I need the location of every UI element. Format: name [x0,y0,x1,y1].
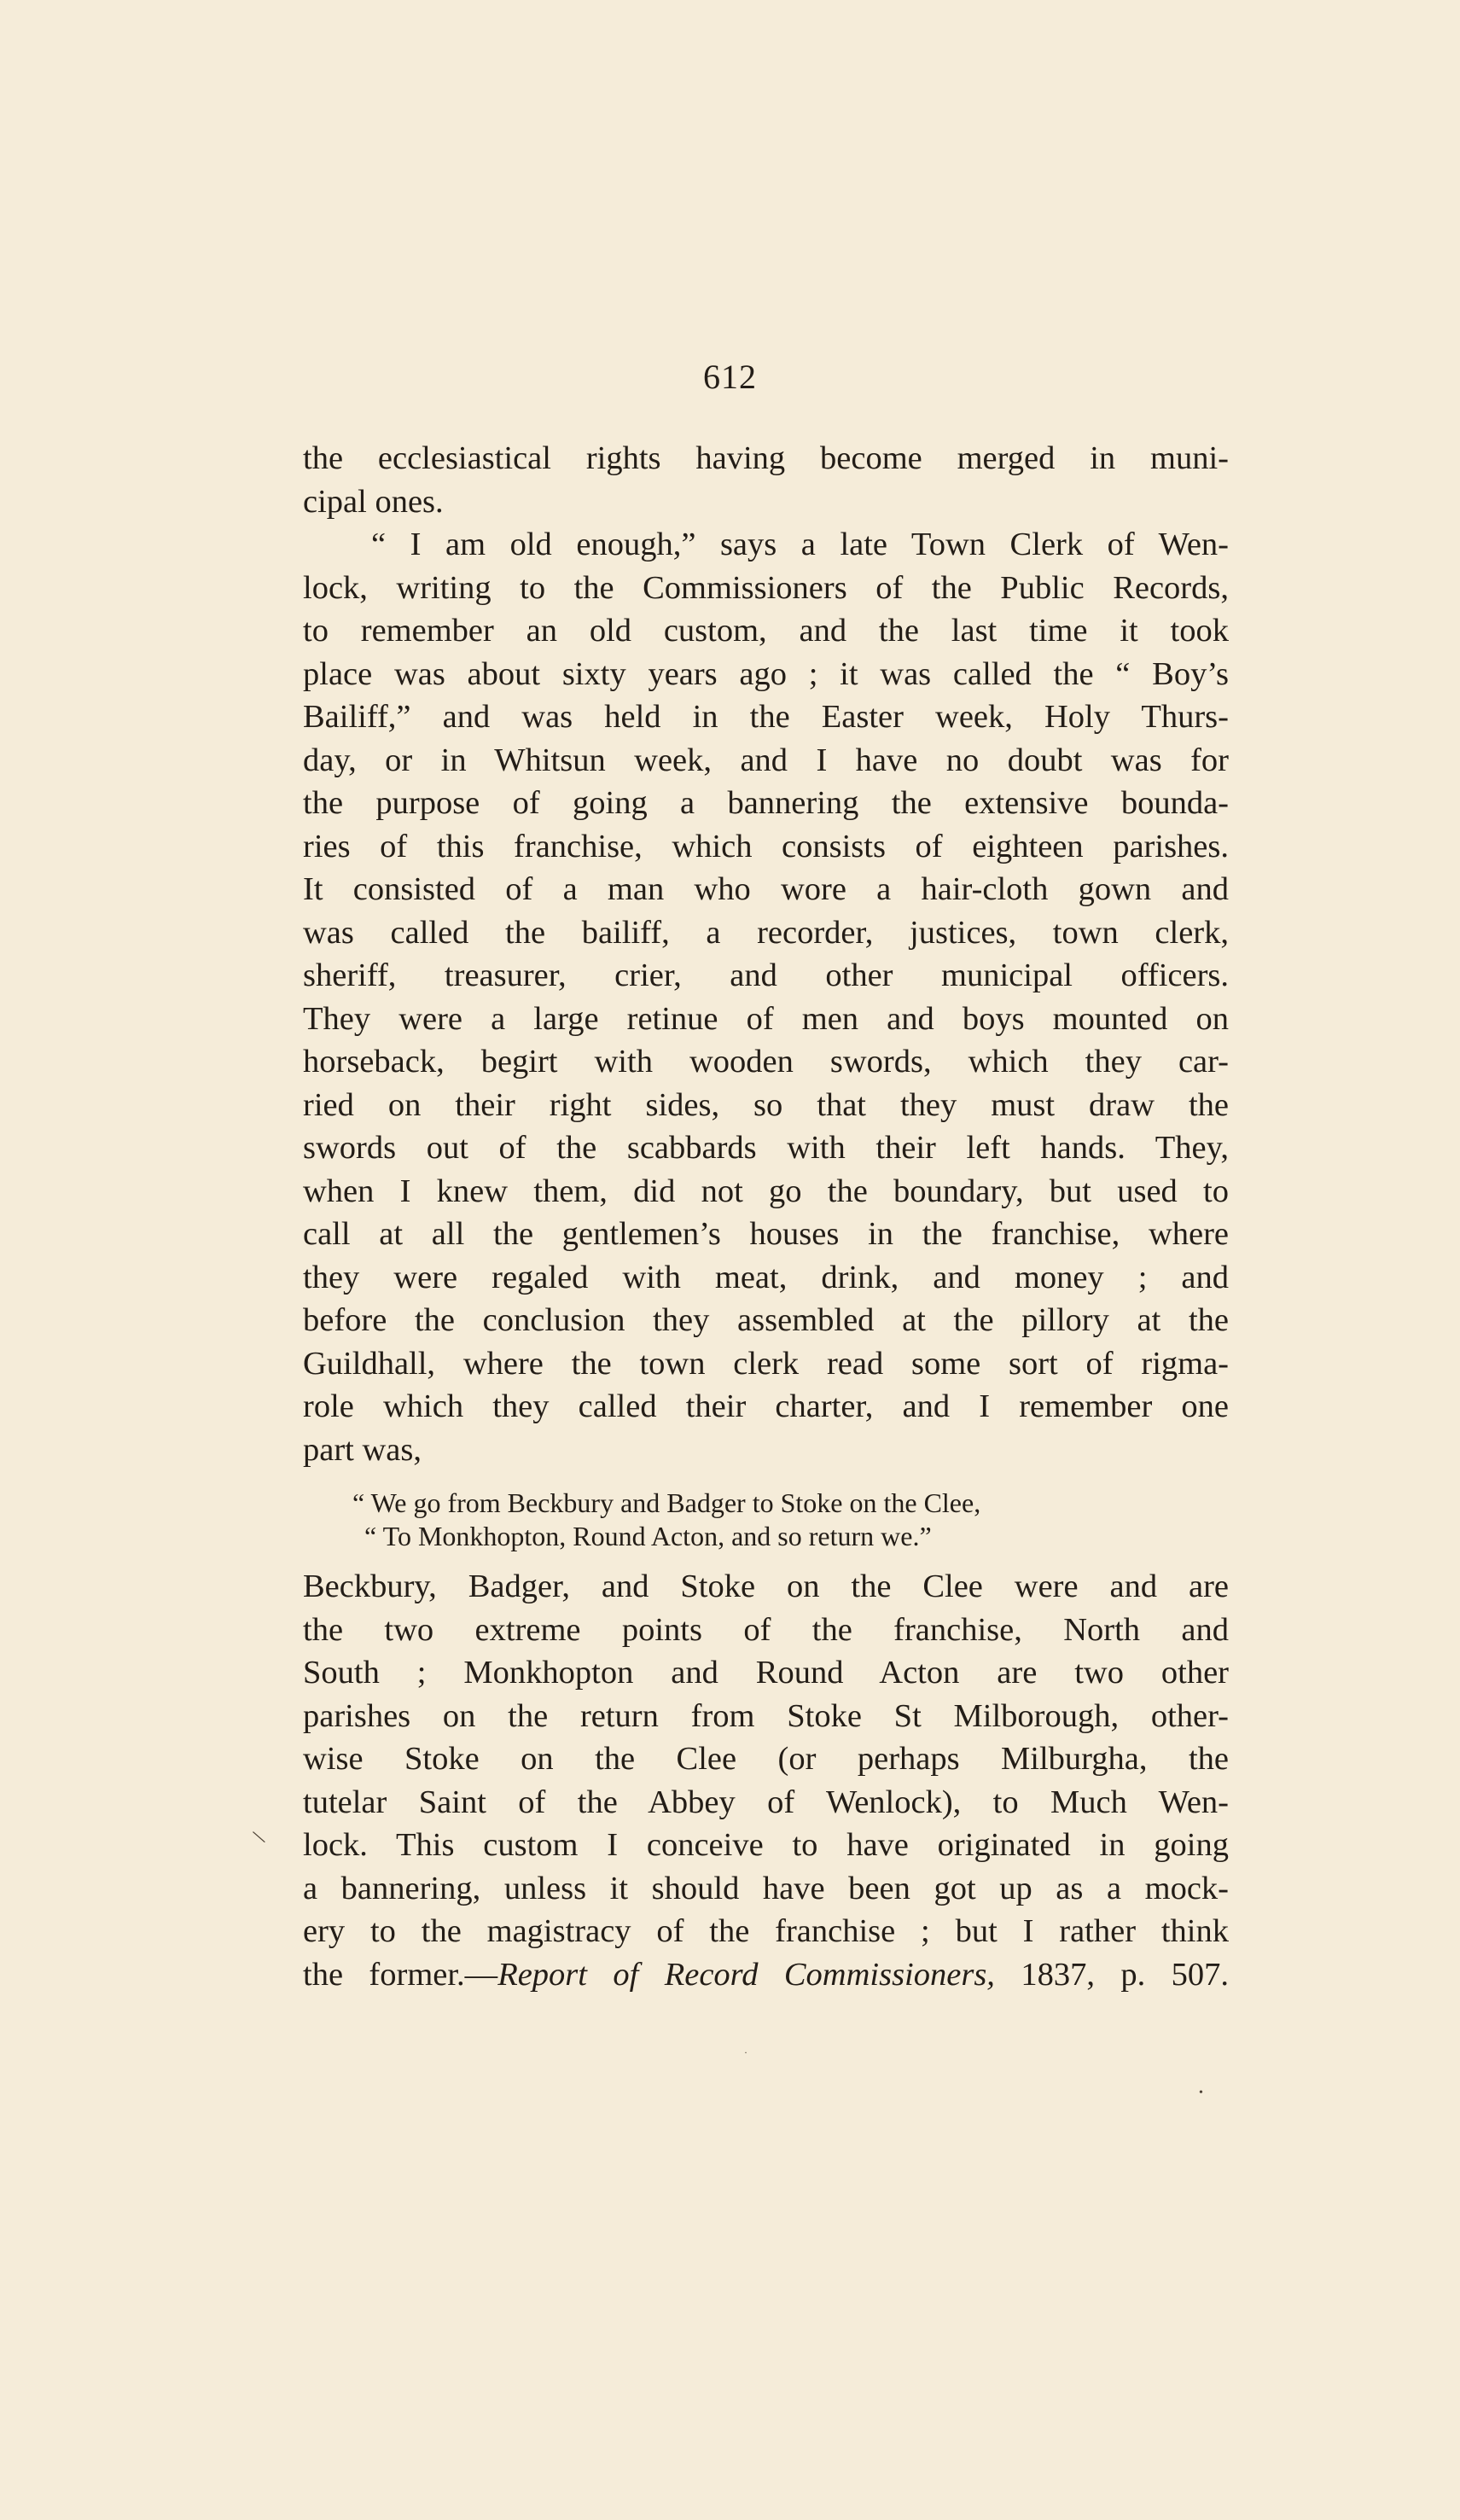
verse-line: “ To Monkhopton, Round Acton, and so return we.” [364,1521,932,1551]
stray-dot: · [744,2046,747,2058]
text-line: to remember an old custom, and the last time it took [303,613,1229,649]
text-line: before the conclusion they assembled at the pillory at the [303,1302,1229,1338]
citation-line [303,1953,1229,1997]
text-line: “ I am old enough,” says a late Town Clerk of Wen- [371,527,1229,562]
text-line: ery to the magistracy of the franchise ; but I rather think [303,1913,1229,1949]
text-line: swords out of the scabbards with their left hands. They, [303,1130,1229,1166]
text-line: tutelar Saint of the Abbey of Wenlock), to Much Wen- [303,1784,1229,1820]
text-line: call at all the gentlemen’s houses in the franchise, where [303,1216,1229,1252]
text-line: day, or in Whitsun week, and I have no doubt was for [303,742,1229,778]
verse-line: “ We go from Beckbury and Badger to Stoke on the Clee, [352,1487,981,1518]
text-line: sheriff, treasurer, crier, and other municipal officers. [303,957,1229,993]
text-line: They were a large retinue of men and boys mounted on [303,1000,1229,1037]
text-line: the purpose of going a bannering the extensive bounda- [303,785,1229,821]
text-line: the ecclesiastical rights having become merged in muni- [303,440,1229,476]
text-line: cipal ones. [303,483,444,520]
text-line: South ; Monkhopton and Round Acton are two other [303,1655,1229,1691]
citation-source: Report of Record Commissioners, [497,1956,995,1993]
text-line: a bannering, unless it should have been got up as a mock- [303,1870,1229,1906]
text-line: parishes on the return from Stoke St Milborough, other- [303,1697,1229,1734]
text-line: It consisted of a man who wore a hair-cloth gown and [303,871,1229,907]
text-line: lock. This custom I conceive to have originated in going [303,1827,1229,1863]
page-number: 612 [703,358,757,396]
text-line: ried on their right sides, so that they must draw the [303,1086,1229,1123]
text-line: Beckbury, Badger, and Stoke on the Clee were and are [303,1568,1229,1604]
text-line: wise Stoke on the Clee (or perhaps Milburgha, the [303,1741,1229,1777]
verse-quotation [352,1487,1229,1553]
text-line: they were regaled with meat, drink, and money ; and [303,1259,1229,1295]
text-line: was called the bailiff, a recorder, justices, town clerk, [303,914,1229,951]
text-line: lock, writing to the Commissioners of the Public Records, [303,569,1229,606]
text-line: the two extreme points of the franchise, North and [303,1611,1229,1648]
text-line: part was, [303,1431,422,1468]
margin-mark: \ [249,1825,268,1849]
text-line: Bailiff,” and was held in the Easter week, Holy Thurs- [303,699,1229,735]
text-line: when I knew them, did not go the boundary, but used to [303,1173,1229,1209]
citation-tail: 1837, p. 507. [994,1956,1229,1993]
stray-dot: • [1199,2086,1203,2099]
text-line: Guildhall, where the town clerk read some sort of rigma- [303,1345,1229,1382]
text-line: ries of this franchise, which consists of eighteen parishes. [303,828,1229,864]
text-line: place was about sixty years ago ; it was called the “ Boy’s [303,655,1229,692]
text-line: horseback, begirt with wooden swords, which they car- [303,1044,1229,1080]
body-text [303,437,1229,1996]
text-line: role which they called their charter, and I remember one [303,1388,1229,1424]
citation-lead: the former.— [303,1956,498,1993]
